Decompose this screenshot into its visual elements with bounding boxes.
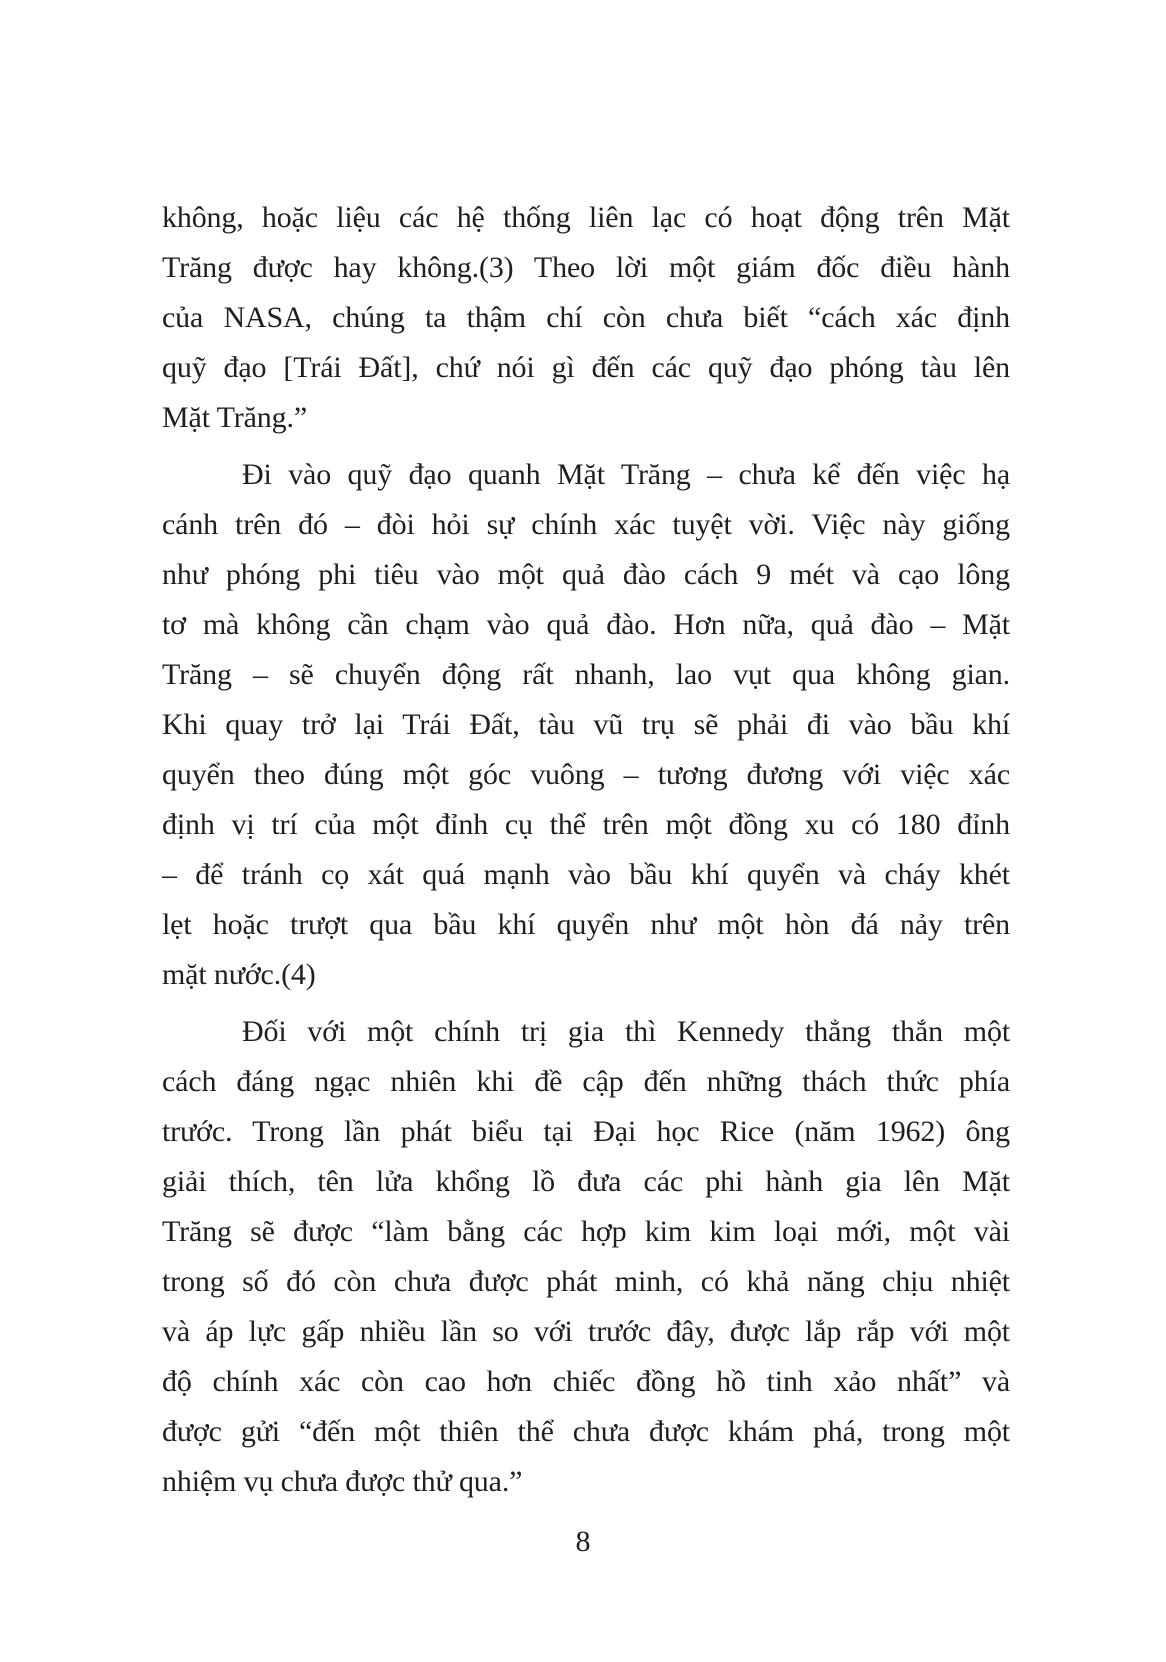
paragraph: [162, 193, 1010, 443]
text-line: nhiệm vụ chưa được thử qua.”: [162, 1465, 523, 1498]
paragraph: [162, 1007, 1010, 1507]
text-line: – để tránh cọ xát quá mạnh vào bầu khí quyển và cháy khét: [162, 858, 1010, 891]
text-line: giải thích, tên lửa khổng lồ đưa các phi hành gia lên Mặt: [162, 1165, 1010, 1198]
text-line: Trăng được hay không.(3) Theo lời một giám đốc điều hành: [162, 251, 1010, 284]
text-line: Trăng sẽ được “làm bằng các hợp kim kim loại mới, một vài: [162, 1215, 1010, 1248]
text-line: Đi vào quỹ đạo quanh Mặt Trăng – chưa kể đến việc hạ: [242, 458, 1010, 491]
body-text: [162, 193, 1010, 1507]
text-line: Đối với một chính trị gia thì Kennedy thẳng thắn một: [242, 1015, 1010, 1048]
text-line: mặt nước.(4): [162, 958, 316, 991]
text-line: như phóng phi tiêu vào một quả đào cách 9 mét và cạo lông: [162, 558, 1010, 591]
text-line: quyển theo đúng một góc vuông – tương đương với việc xác: [162, 758, 1010, 791]
text-line: Khi quay trở lại Trái Đất, tàu vũ trụ sẽ phải đi vào bầu khí: [162, 708, 1010, 741]
paragraph: [162, 450, 1010, 1000]
text-line: được gửi “đến một thiên thể chưa được khám phá, trong một: [162, 1415, 1010, 1448]
text-line: trong số đó còn chưa được phát minh, có khả năng chịu nhiệt: [162, 1265, 1010, 1298]
text-line: định vị trí của một đỉnh cụ thể trên một đồng xu có 180 đỉnh: [162, 808, 1010, 841]
text-line: của NASA, chúng ta thậm chí còn chưa biết “cách xác định: [162, 301, 1010, 334]
text-line: tơ mà không cần chạm vào quả đào. Hơn nữa, quả đào – Mặt: [162, 608, 1010, 641]
text-line: cánh trên đó – đòi hỏi sự chính xác tuyệt vời. Việc này giống: [162, 508, 1010, 541]
page-number: 8: [575, 1525, 591, 1558]
text-line: quỹ đạo [Trái Đất], chứ nói gì đến các quỹ đạo phóng tàu lên: [162, 351, 1010, 384]
text-line: trước. Trong lần phát biểu tại Đại học Rice (năm 1962) ông: [162, 1115, 1010, 1148]
text-line: không, hoặc liệu các hệ thống liên lạc có hoạt động trên Mặt: [162, 201, 1010, 234]
text-line: Trăng – sẽ chuyển động rất nhanh, lao vụt qua không gian.: [162, 658, 1010, 691]
text-line: cách đáng ngạc nhiên khi đề cập đến những thách thức phía: [162, 1065, 1010, 1098]
text-line: Mặt Trăng.”: [162, 401, 308, 434]
text-line: độ chính xác còn cao hơn chiếc đồng hồ tinh xảo nhất” và: [162, 1365, 1010, 1398]
text-line: và áp lực gấp nhiều lần so với trước đây, được lắp rắp với một: [162, 1315, 1010, 1348]
text-line: lẹt hoặc trượt qua bầu khí quyển như một hòn đá nảy trên: [162, 908, 1010, 941]
